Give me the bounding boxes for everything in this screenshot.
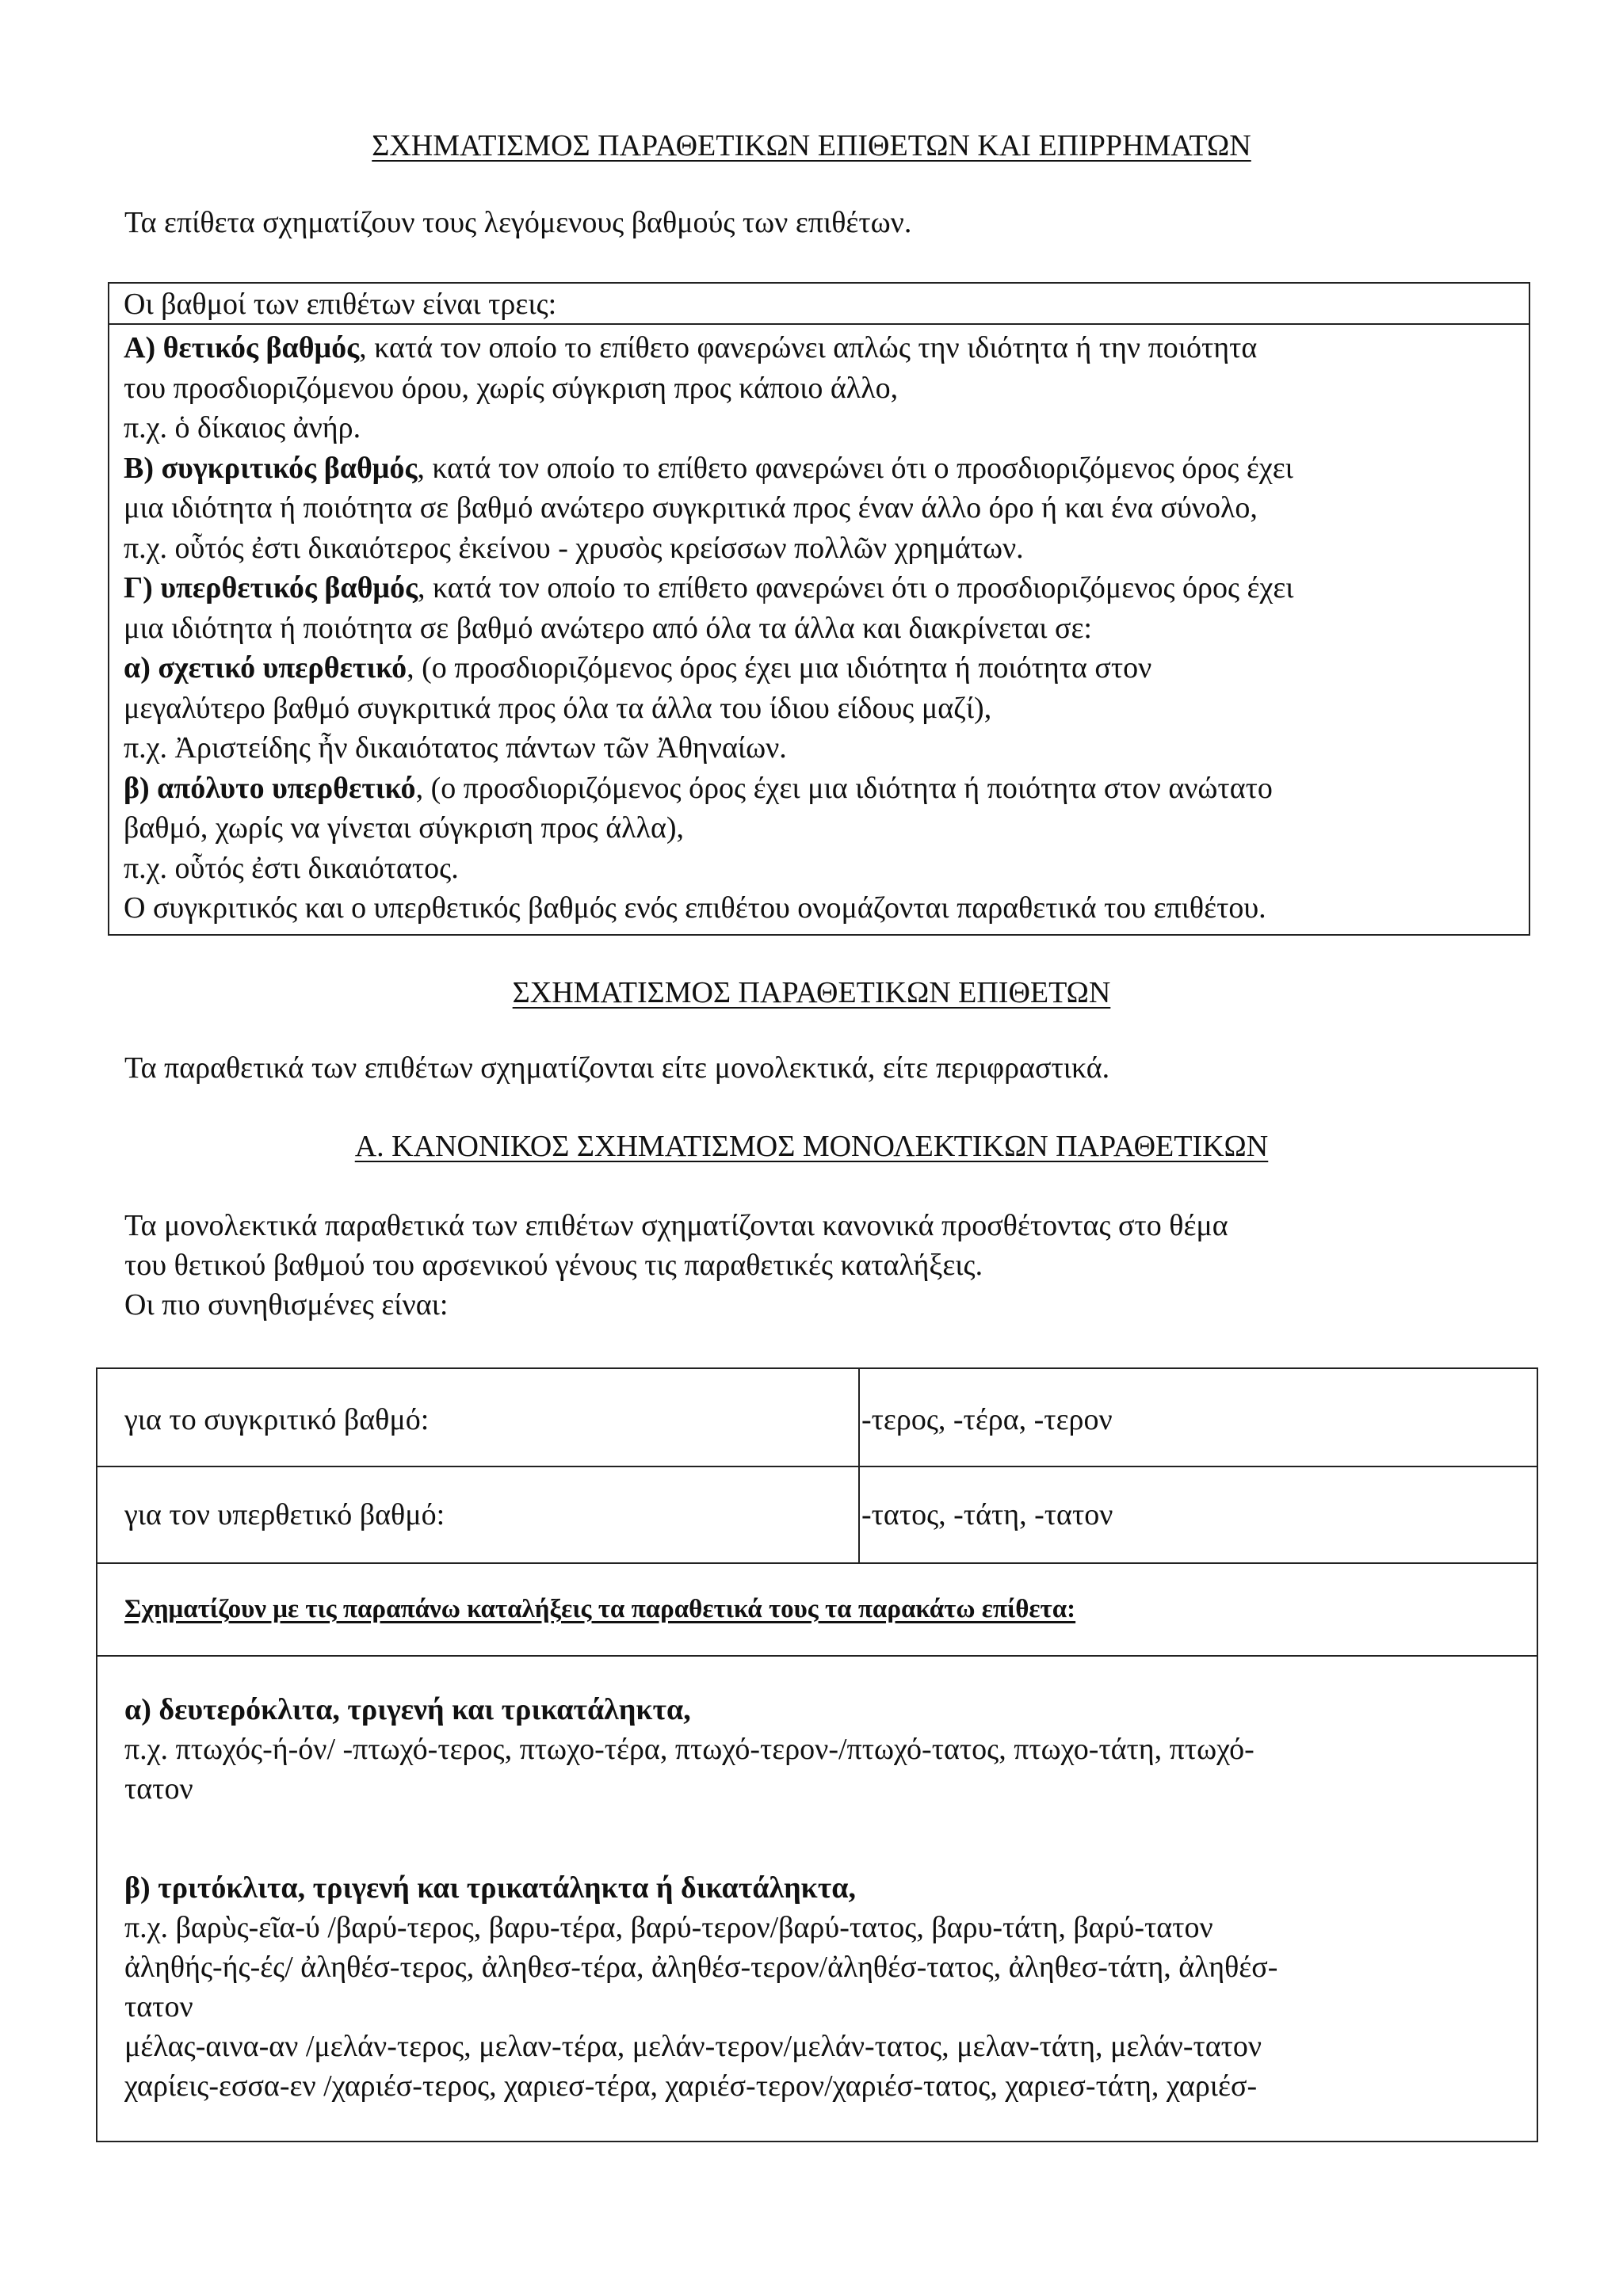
positive-degree-label: Α) θετικός βαθμός bbox=[124, 331, 360, 364]
example-line: τατον bbox=[124, 1990, 193, 2023]
box-line-text: , κατά τον οποίο το επίθετο φανερώνει ότι ο προσδιοριζόμενος όρος έχει bbox=[417, 571, 1294, 605]
example-line: μέλας-αινα-αν /μελάν-τερος, μελαν-τέρα, μελάν-τερον/μελάν-τατος, μελαν-τάτη, μελάν-τατον bbox=[124, 2030, 1262, 2063]
box-line-text: , κατά τον οποίο το επίθετο φανερώνει απλώς την ιδιότητα ή την ποιότητα bbox=[359, 331, 1258, 364]
main-title: ΣΧΗΜΑΤΙΣΜΟΣ ΠΑΡΑΘΕΤΙΚΩΝ ΕΠΙΘΕΤΩΝ ΚΑΙ ΕΠΙΡΡΗΜΑΤΩΝ bbox=[372, 129, 1251, 162]
row-divider bbox=[97, 1466, 1537, 1467]
regular-formation-paragraph bbox=[124, 1206, 1228, 1325]
table-caption: Σχηματίζουν με τις παραπάνω καταλήξεις τα παραθετικά τους τα παρακάτω επίθετα: bbox=[124, 1595, 1076, 1623]
box-line: π.χ. οὗτός ἐστι δικαιότατος. bbox=[124, 851, 459, 885]
box-line bbox=[124, 648, 1294, 688]
box-line: π.χ. ὁ δίκαιος ἀνήρ. bbox=[124, 411, 361, 444]
box-line-text: , κατά τον οποίο το επίθετο φανερώνει ότι ο προσδιοριζόμενος όρος έχει bbox=[417, 451, 1293, 485]
section-title-comparatives: ΣΧΗΜΑΤΙΣΜΟΣ ΠΑΡΑΘΕΤΙΚΩΝ ΕΠΙΘΕΤΩΝ bbox=[512, 976, 1111, 1009]
paragraph-line: Τα παραθετικά των επιθέτων σχηματίζονται είτε μονολεκτικά, είτε περιφραστικά. bbox=[124, 1051, 1110, 1085]
box-line: Ο συγκριτικός και ο υπερθετικός βαθμός ενός επιθέτου ονομάζονται παραθετικά του επιθέτου. bbox=[124, 891, 1266, 925]
box-line-text: , (ο προσδιοριζόμενος όρος έχει μια ιδιότητα ή ποιότητα στον bbox=[407, 651, 1152, 685]
box-line-text: , (ο προσδιοριζόμενος όρος έχει μια ιδιότητα ή ποιότητα στον ανώτατο bbox=[415, 771, 1273, 805]
comparative-row-endings: -τερος, -τέρα, -τερον bbox=[861, 1403, 1113, 1436]
example-line: ἀληθής-ής-ές/ ἀληθέσ-τερος, ἀληθεσ-τέρα, ἀληθέσ-τερον/ἀληθέσ-τατος, ἀληθεσ-τάτη, ἀληθέσ- bbox=[124, 1951, 1278, 1984]
box-line: π.χ. Ἀριστείδης ἦν δικαιότατος πάντων τῶν Ἀθηναίων. bbox=[124, 731, 787, 765]
group-heading bbox=[124, 1868, 1277, 1908]
box-line bbox=[124, 328, 1294, 368]
superlative-row-label: για τον υπερθετικό βαθμό: bbox=[124, 1498, 445, 1531]
third-declension-group bbox=[124, 1868, 1277, 2106]
superlative-degree-label: Γ) υπερθετικός βαθμός bbox=[124, 571, 418, 605]
box-line: βαθμό, χωρίς να γίνεται σύγκριση προς άλλα), bbox=[124, 811, 685, 845]
degrees-box-body bbox=[124, 328, 1294, 929]
paragraph-line: Οι πιο συνηθισμένες είναι: bbox=[124, 1288, 449, 1322]
paragraph-line: του θετικού βαθμού του αρσενικού γένους τις παραθετικές καταλήξεις. bbox=[124, 1249, 983, 1282]
degrees-box-header bbox=[109, 284, 1529, 325]
relative-superlative-label: α) σχετικό υπερθετικό bbox=[124, 651, 407, 685]
section-title-regular-formation: Α. ΚΑΝΟΝΙΚΟΣ ΣΧΗΜΑΤΙΣΜΟΣ ΜΟΝΟΛΕΚΤΙΚΩΝ ΠΑΡΑΘΕΤΙΚΩΝ bbox=[354, 1130, 1269, 1163]
intro-paragraph bbox=[124, 203, 911, 242]
comparative-row-label: για το συγκριτικό βαθμό: bbox=[124, 1403, 430, 1436]
row-divider bbox=[97, 1655, 1537, 1657]
comparative-degree-label: Β) συγκριτικός βαθμός bbox=[124, 451, 418, 485]
degrees-box-header-text: Οι βαθμοί των επιθέτων είναι τρεις: bbox=[124, 288, 557, 321]
intro-line: Τα επίθετα σχηματίζουν τους λεγόμενους βαθμούς των επιθέτων. bbox=[124, 206, 912, 239]
box-line: μια ιδιότητα ή ποιότητα σε βαθμό ανώτερο συγκριτικά προς έναν άλλο όρο ή και ένα σύνολο, bbox=[124, 491, 1258, 524]
box-line: του προσδιοριζόμενου όρου, χωρίς σύγκριση προς κάποιο άλλο, bbox=[124, 371, 899, 405]
example-line: π.χ. βαρὺς-εῖα-ύ /βαρύ-τερος, βαρυ-τέρα, βαρύ-τερον/βαρύ-τατος, βαρυ-τάτη, βαρύ-τατον bbox=[124, 1911, 1213, 1944]
paragraph-line: Τα μονολεκτικά παραθετικά των επιθέτων σχηματίζονται κανονικά προσθέτοντας στο θέμα bbox=[124, 1209, 1228, 1242]
second-declension-group bbox=[124, 1690, 1254, 1809]
endings-table bbox=[96, 1367, 1538, 2142]
box-line bbox=[124, 448, 1294, 489]
third-declension-heading: β) τριτόκλιτα, τριγενή και τρικατάληκτα ή δικατάληκτα, bbox=[124, 1871, 857, 1905]
box-line: π.χ. οὗτός ἐστι δικαιότερος ἐκείνου - χρυσὸς κρείσσων πολλῶν χρημάτων. bbox=[124, 531, 1024, 565]
row-divider bbox=[97, 1562, 1537, 1564]
example-line: π.χ. πτωχός-ή-όν/ -πτωχό-τερος, πτωχο-τέρα, πτωχό-τερον-/πτωχό-τατος, πτωχο-τάτη, πτωχό- bbox=[124, 1733, 1254, 1766]
group-heading bbox=[124, 1690, 1254, 1730]
comparatives-paragraph bbox=[124, 1048, 1109, 1088]
example-line: χαρίεις-εσσα-εν /χαριέσ-τερος, χαριεσ-τέρα, χαριέσ-τερον/χαριέσ-τατος, χαριεσ-τάτη, χαριέσ- bbox=[124, 2069, 1258, 2103]
degrees-box bbox=[108, 282, 1530, 936]
example-line: τατον bbox=[124, 1772, 193, 1806]
box-line: μια ιδιότητα ή ποιότητα σε βαθμό ανώτερο από όλα τα άλλα και διακρίνεται σε: bbox=[124, 611, 1092, 645]
box-line bbox=[124, 769, 1294, 809]
absolute-superlative-label: β) απόλυτο υπερθετικό bbox=[124, 771, 416, 805]
box-line bbox=[124, 568, 1294, 608]
second-declension-heading: α) δευτερόκλιτα, τριγενή και τρικατάληκτα, bbox=[124, 1693, 691, 1726]
box-line: μεγαλύτερο βαθμό συγκριτικά προς όλα τα άλλα του ίδιου είδους μαζί), bbox=[124, 691, 992, 725]
superlative-row-endings: -τατος, -τάτη, -τατον bbox=[861, 1498, 1113, 1531]
